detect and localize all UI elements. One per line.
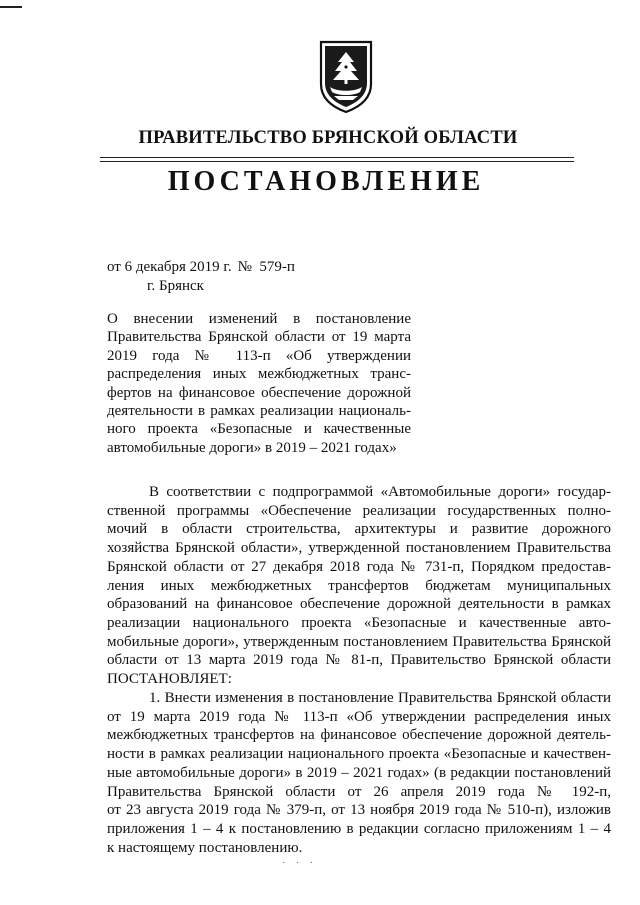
paragraph-line: от 19 марта 2019 года № 113-п «Об утверждении распределения иных xyxy=(107,708,611,725)
paragraph-line: 1. Внести изменения в постановление Правительства Брянской области xyxy=(149,690,611,706)
date-number-line xyxy=(107,259,295,276)
paragraph-line: ПОСТАНОВЛЯЕТ: xyxy=(107,671,232,688)
document-number: № 579-п xyxy=(237,259,295,275)
paragraph-line: В соответствии с подпрограммой «Автомобильные дороги» государ- xyxy=(149,484,611,500)
paragraph-line: Брянской области от 27 декабря 2018 года № 731-п, Порядком предостав- xyxy=(107,558,611,575)
corner-scan-mark xyxy=(0,0,22,8)
paragraph-line: мочий в области строительства, архитектуры и развитие дорожного xyxy=(107,521,611,538)
coat-of-arms-icon xyxy=(319,40,373,114)
paragraph-line: реализации национального проекта «Безопасные и качественные авто- xyxy=(107,614,611,631)
subject-line: автомобильные дороги» в 2019 – 2021 годах» xyxy=(107,439,397,456)
paragraph-line: к настоящему постановлению. xyxy=(107,839,303,856)
scan-speck: · · · xyxy=(282,858,317,869)
paragraph-line: от 23 августа 2019 года № 379-п, от 13 ноября 2019 года № 510-п), изложив xyxy=(107,802,611,819)
paragraph-line: мобильные дороги», утвержденным постановлением Правительства Брянской xyxy=(107,633,611,650)
paragraph-line: области от 13 марта 2019 года № 81-п, Правительство Брянской области xyxy=(107,652,611,669)
header-rule-top xyxy=(100,157,574,158)
subject-line: О внесении изменений в постановление xyxy=(107,311,411,327)
subject-line: 2019 года № 113-п «Об утверждении xyxy=(107,347,411,364)
subject-line: ного проекта «Безопасные и качественные xyxy=(107,421,411,438)
document-city: г. Брянск xyxy=(147,278,204,294)
paragraph-line: хозяйства Брянской области», утвержденной постановлением Правительства xyxy=(107,540,611,557)
paragraph-line: Правительства Брянской области от 26 апреля 2019 года № 192-п, xyxy=(107,783,611,800)
resolution-item-1 xyxy=(107,689,611,857)
document-type-title: ПОСТАНОВЛЕНИЕ xyxy=(167,166,485,197)
subject-line: Правительства Брянской области от 19 марта xyxy=(107,329,411,346)
paragraph-line: ные автомобильные дороги» в 2019 – 2021 годах» (в редакции постановлений xyxy=(107,764,611,781)
header-rule-bottom xyxy=(100,161,574,162)
paragraph-line: ственной программы «Обеспечение реализации государственных полно- xyxy=(107,502,611,519)
organization-name: ПРАВИТЕЛЬСТВО БРЯНСКОЙ ОБЛАСТИ xyxy=(138,128,518,148)
paragraph-line: межбюджетных трансфертов на финансовое обеспечение дорожной деятель- xyxy=(107,727,611,744)
preamble-paragraph xyxy=(107,483,611,689)
document-date: от 6 декабря 2019 г. xyxy=(107,259,232,275)
subject-line: фертов на финансовое обеспечение дорожной xyxy=(107,384,411,401)
paragraph-line: ления иных межбюджетных трансфертов бюджетам муниципальных xyxy=(107,577,611,594)
paragraph-line: ности в рамках реализации национального проекта «Безопасные и качествен- xyxy=(107,746,611,763)
document-subject xyxy=(107,310,411,457)
subject-line: распределения иных межбюджетных транс- xyxy=(107,366,411,383)
subject-line: деятельности в рамках реализации националь- xyxy=(107,403,411,420)
paragraph-line: приложения 1 – 4 к постановлению в редакции согласно приложениям 1 – 4 xyxy=(107,820,611,837)
paragraph-line: образований на финансовое обеспечение дорожной деятельности в рамках xyxy=(107,596,611,613)
